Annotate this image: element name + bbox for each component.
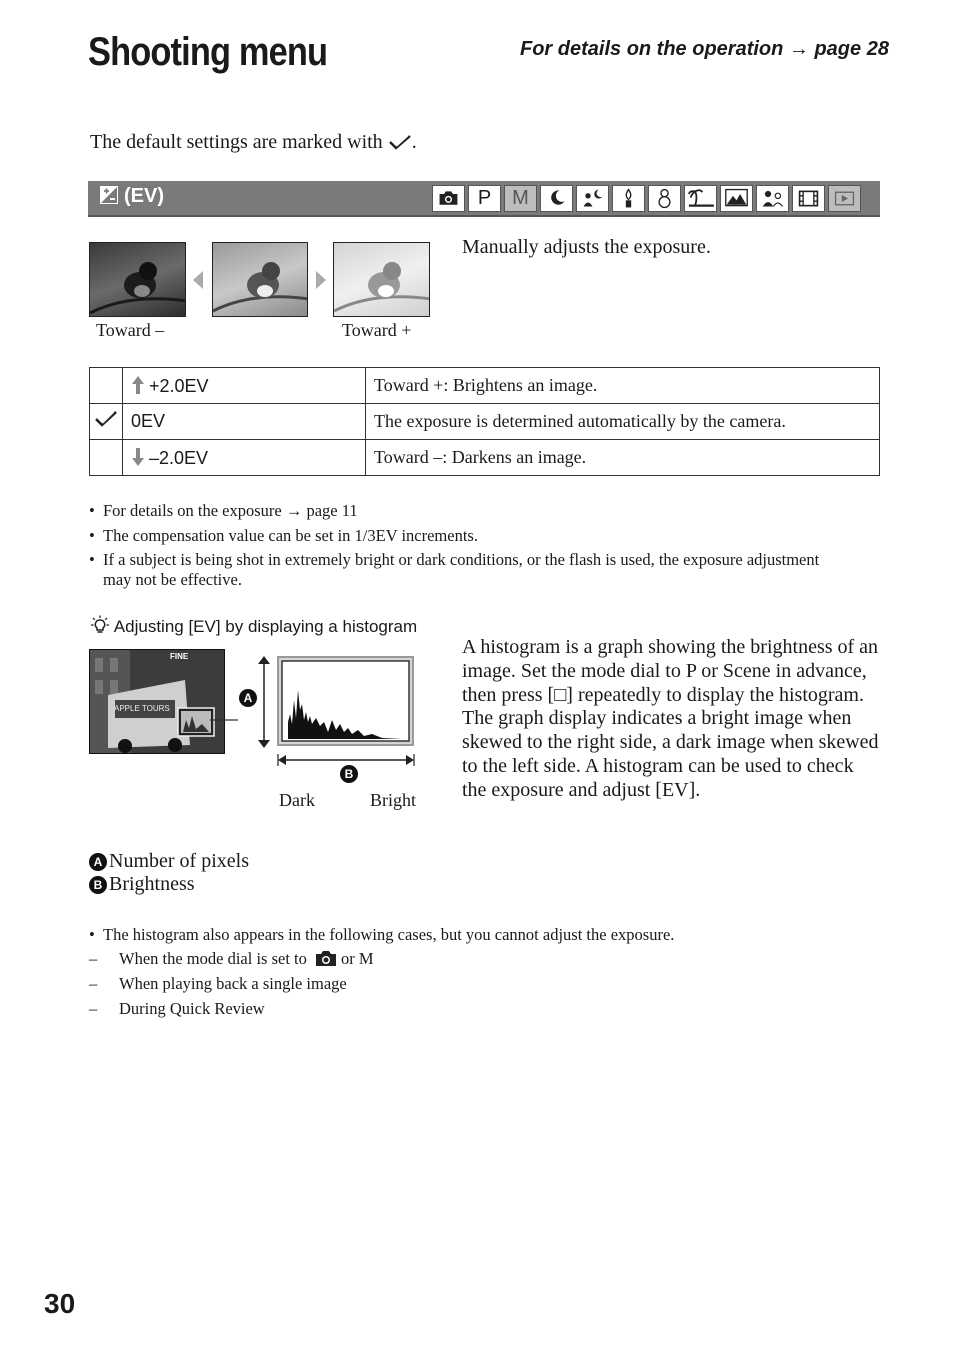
default-marker-cell	[90, 404, 123, 440]
bird-illustration-dark	[90, 243, 186, 317]
histogram-explanation: A histogram is a graph showing the brightness of an image. Set the mode dial to P or Scene in advance, then press [□] repeatedly to display the histogram. The graph display indicates a bright image when skewed to the right side, a dark image when skewed to the left side. A histogram can be used to check the exposure and adjust [EV].	[462, 636, 879, 801]
case-text: When playing back a single image	[119, 974, 347, 993]
note-item: • For details on the exposure → page 11	[89, 501, 358, 520]
ev-settings-table	[89, 367, 880, 476]
camera-screen-illustration	[89, 649, 225, 754]
ev-value: –2.0EV	[149, 447, 209, 468]
camera-auto-icon	[315, 949, 337, 967]
bright-label: Bright	[370, 790, 417, 810]
default-marker-cell	[90, 368, 123, 404]
ev-value-cell	[123, 440, 366, 476]
screen-bus-sign: APPLE TOURS	[114, 704, 170, 713]
twilight-portrait-icon	[576, 185, 609, 212]
default-marker-cell	[90, 440, 123, 476]
page-title: Shooting menu	[88, 30, 328, 74]
hint-title: Adjusting [EV] by displaying a histogram	[113, 617, 418, 636]
note-text: If a subject is being shot in extremely bright or dark conditions, or the flash is used, the exposure adjustment may not be effective.	[103, 550, 820, 589]
checkmark-icon	[94, 410, 118, 428]
note-text: For details on the exposure → page 11	[103, 501, 358, 520]
arrow-down-icon	[131, 447, 145, 467]
page-number: 30	[44, 1288, 76, 1319]
histogram-diagram	[232, 652, 422, 782]
dark-label: Dark	[279, 790, 315, 810]
beach-icon	[684, 185, 717, 212]
case-item: – When playing back a single image	[89, 974, 347, 993]
program-icon: P	[468, 185, 501, 212]
arrow-up-icon	[131, 375, 145, 395]
caption-toward-minus: Toward –	[96, 320, 165, 340]
note-item: • The compensation value can be set in 1/3EV increments.	[89, 526, 478, 545]
legend-item-a	[89, 850, 249, 873]
bus-scene	[90, 650, 224, 753]
ev-heading-text: (EV)	[124, 185, 164, 207]
legend-b-badge: B	[89, 876, 107, 894]
ev-table-row	[90, 368, 880, 404]
lightbulb-icon	[90, 615, 110, 635]
case-text: During Quick Review	[119, 999, 265, 1018]
ev-table-row	[90, 404, 880, 440]
ev-value: +2.0EV	[149, 375, 209, 396]
bird-illustration-bright	[334, 243, 430, 317]
legend-a-badge: A	[89, 853, 107, 871]
ev-heading	[100, 185, 164, 208]
case-item: – When the mode dial is set to or M	[89, 949, 374, 968]
photo-darker	[89, 242, 186, 317]
default-note-text: The default settings are marked with	[90, 131, 383, 153]
legend-item-b	[89, 873, 195, 896]
hint-heading	[90, 615, 417, 637]
case-text: or M	[341, 949, 374, 968]
arrow-right-icon	[315, 270, 327, 290]
ev-value-cell	[123, 368, 366, 404]
photo-normal	[212, 242, 308, 317]
playback-icon	[828, 185, 861, 212]
label-a-badge: A	[239, 689, 257, 707]
ev-table-row	[90, 440, 880, 476]
note-item: • If a subject is being shot in extremely bright or dark conditions, or the flash is used, the exposure adjustment may not be effective.	[89, 550, 820, 589]
soft-snap-icon	[756, 185, 789, 212]
ev-description-cell: Toward –: Darkens an image.	[366, 440, 880, 476]
operation-reference: For details on the operation → page 28	[520, 38, 889, 60]
case-text: When the mode dial is set to	[119, 949, 307, 968]
default-settings-note: The default settings are marked with .	[90, 131, 417, 153]
screen-quality-label: FINE	[170, 652, 189, 661]
checkmark-icon	[388, 134, 412, 150]
twilight-icon	[540, 185, 573, 212]
landscape-icon	[720, 185, 753, 212]
ev-section-bar	[88, 181, 880, 217]
legend-b-text: Brightness	[109, 873, 195, 895]
legend-a-text: Number of pixels	[109, 850, 249, 872]
caption-toward-plus: Toward +	[342, 320, 412, 340]
candle-icon	[612, 185, 645, 212]
movie-icon	[792, 185, 825, 212]
bird-illustration-normal	[213, 243, 308, 317]
note-text: The compensation value can be set in 1/3EV increments.	[103, 526, 478, 545]
arrow-left-icon	[192, 270, 204, 290]
ev-value: 0EV	[131, 411, 166, 431]
histogram-note-text: The histogram also appears in the following cases, but you cannot adjust the exposure.	[103, 925, 675, 944]
label-b-badge: B	[340, 765, 358, 783]
camera-auto-icon	[432, 185, 465, 212]
snow-icon	[648, 185, 681, 212]
ev-description-cell: The exposure is determined automatically by the camera.	[366, 404, 880, 440]
exposure-icon	[100, 186, 118, 204]
ev-description: Manually adjusts the exposure.	[462, 236, 711, 258]
manual-icon: M	[504, 185, 537, 212]
ev-description-cell: Toward +: Brightens an image.	[366, 368, 880, 404]
histogram-note: • The histogram also appears in the following cases, but you cannot adjust the exposure.	[89, 925, 675, 944]
case-item: – During Quick Review	[89, 999, 265, 1018]
photo-brighter	[333, 242, 430, 317]
ev-value-cell	[123, 404, 366, 440]
